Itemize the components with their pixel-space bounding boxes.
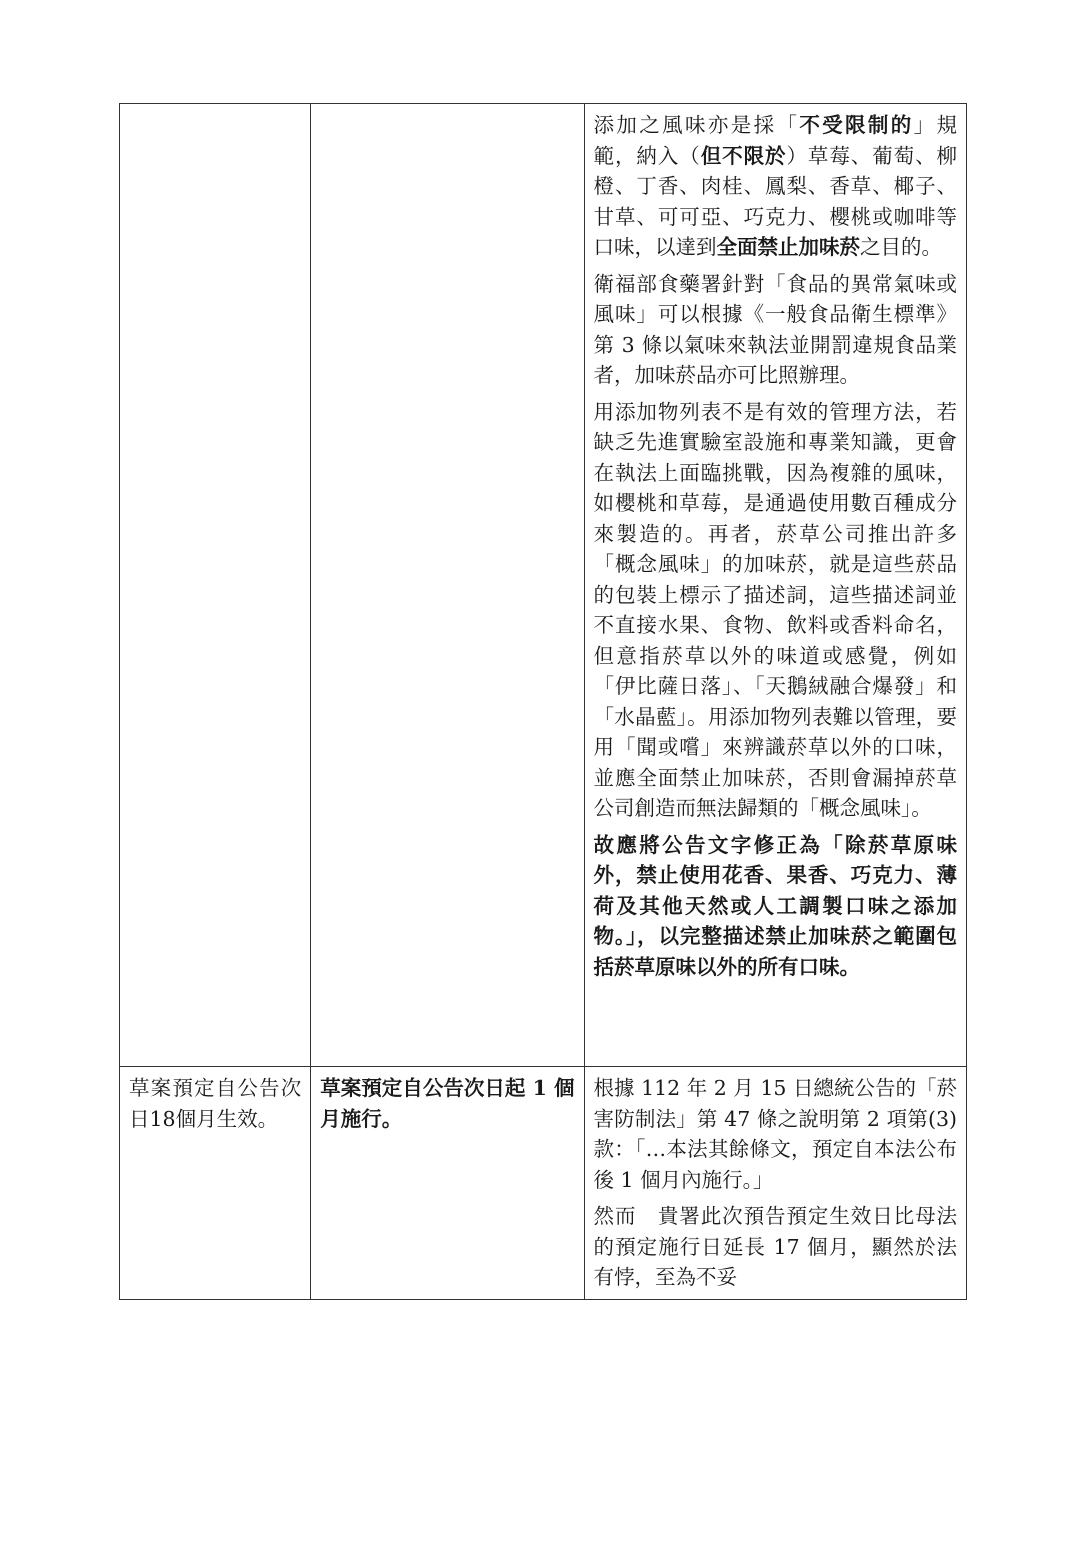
row1-original-text-cell [120,104,311,1067]
text-run: 然而 貴署此次預告預定生效日比母法的預定施行日延長 17 個月，顯然於法有悖，至為不妥 [593,1204,957,1289]
bold-text-run: 不受限制的 [799,113,914,137]
reason-paragraph [594,110,957,263]
original-text: 草案預定自公告次日18個月生效。 [129,1076,302,1131]
row2-original-text-cell [120,1067,311,1300]
bold-text-run: 但不限於 [700,143,787,168]
reason-paragraph [594,1201,957,1293]
text-run: 衛福部食藥署針對「食品的異常氣味或風味」可以根據《一般食品衛生標準》第 3 條以氣味來執法並開罰違規食品業者，加味菸品亦可比照辦理。 [593,271,957,387]
text-run: 用添加物列表不是有效的管理方法，若缺乏先進實驗室設施和專業知識，更會在執法上面臨挑戰，因為複雜的風味，如櫻桃和草莓，是通過使用數百種成分來製造的。再者，菸草公司推出許多「概念風味」的加味菸，就是這些菸品的包裝上標示了描述詞，這些描述詞並不直接水果、食物、飲料或香料命名，但意指菸草以外的味道或感覺，例如「伊比薩日落」、「天鵝絨融合爆發」和「水晶藍」。用添加物列表難以管理，要用「聞或嚐」來辨識菸草以外的口味，並應全面禁止加味菸，否則會漏掉菸草公司創造而無法歸類的「概念風味」。 [593,399,957,820]
reason-paragraph [594,830,957,983]
bold-text-run: 故應將公告文字修正為「除菸草原味外，禁止使用花香、果香、巧克力、薄荷及其他天然或人工調製口味之添加物。」，以完整描述禁止加味菸之範圍包括菸草原味以外的所有口味。 [593,832,957,979]
table-row [120,1067,967,1300]
reason-paragraph [594,269,957,391]
text-run: 根據 112 年 2 月 15 日總統公告的「菸害防制法」第 47 條之說明第 2 項第(3)款：「…本法其餘條文，預定自本法公布後 1 個月內施行。」 [593,1076,957,1192]
suggested-text: 草案預定自公告次日起 1 個月施行。 [320,1076,575,1131]
text-run: 之目的。 [860,235,943,259]
reason-paragraph [594,1073,957,1195]
row1-reason-cell [584,104,966,1067]
reason-paragraph [594,397,957,824]
text-run: ）草莓、葡萄、柳橙、丁香、肉桂、鳳梨、香草、椰子、甘草、可可亞、巧克力、櫻桃或咖啡等口味，以達到 [593,143,958,259]
row2-suggested-text-cell [311,1067,584,1300]
table-row [120,104,967,1067]
text-run: 添加之風味亦是採「 [593,113,800,137]
row1-suggested-text-cell [311,104,584,1067]
text-run: 」規範，納入（ [593,113,958,168]
row2-reason-cell [584,1067,966,1300]
bold-text-run: 全面禁止加味菸 [716,235,861,259]
comment-table [119,103,967,1300]
